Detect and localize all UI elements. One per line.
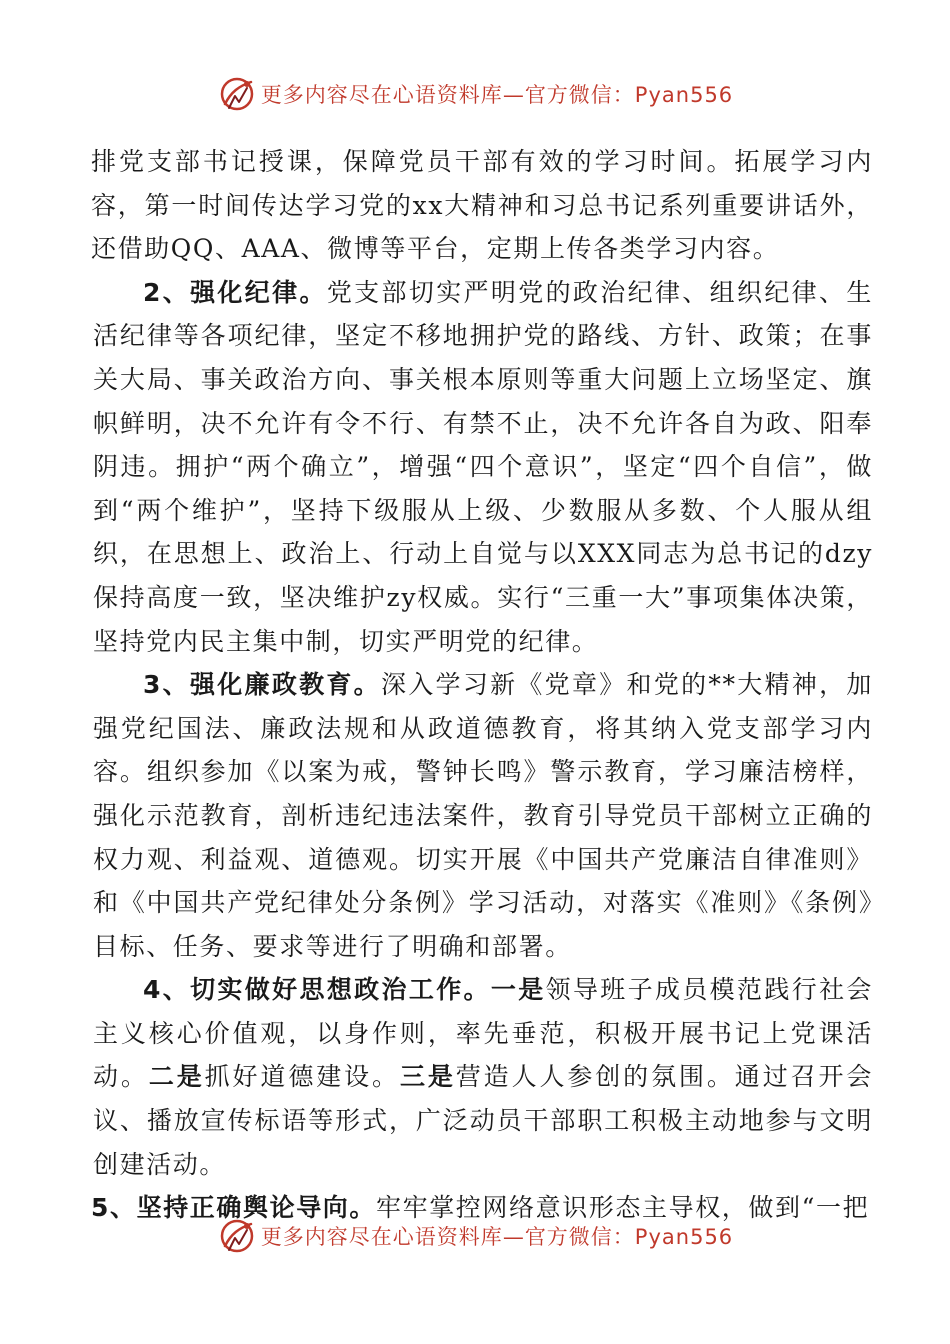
paragraph-continuation: 排党支部书记授课，保障党员干部有效的学习时间。拓展学习内容，第一时间传达学习党的xx大精神和习总书记系列重要讲话外，还借助QQ、AAA、微博等平台，定期上传各类学习内容。 bbox=[91, 147, 873, 264]
lead-term: 一是 bbox=[490, 975, 546, 1005]
section-heading: 3、强化廉政教育。 bbox=[143, 670, 381, 700]
header-banner bbox=[0, 70, 950, 118]
xinyu-logo-icon bbox=[217, 1216, 257, 1256]
paragraph-integrity-education: 3、强化廉政教育。深入学习新《党章》和党的**大精神，加强党纪国法、廉政法规和从政道德教育，将其纳入党支部学习内容。组织参加《以案为戒，警钟长鸣》警示教育，学习廉洁榜样，强化示范教育，剖析违纪违法案件，教育引导党员干部树立正确的权力观、利益观、道德观。切实开展《中国共产党廉洁自律准则》和《中国共产党纪律处分条例》学习活动，对落实《准则》《条例》目标、任务、要求等进行了明确和部署。 bbox=[93, 670, 874, 961]
paragraph-discipline: 2、强化纪律。党支部切实严明党的政治纪律、组织纪律、生活纪律等各项纪律，坚定不移地拥护党的路线、方针、政策；在事关大局、事关政治方向、事关根本原则等重大问题上立场坚定、旗帜鲜明，决不允许有令不行、有禁不止，决不允许各自为政、阳奉阴违。拥护“两个确立”，增强“四个意识”，坚定“四个自信”，做到“两个维护”，坚持下级服从上级、少数服从多数、个人服从组织，在思想上、政治上、行动上自觉与以XXX同志为总书记的dzy保持高度一致，坚决维护zy权威。实行“三重一大”事项集体决策，坚持党内民主集中制，切实严明党的纪律。 bbox=[93, 277, 873, 656]
section-heading: 4、切实做好思想政治工作。 bbox=[143, 975, 491, 1005]
document-body bbox=[93, 140, 873, 1230]
paragraph-public-opinion: 5、坚持正确舆论导向。牢牢掌控网络意识形态主导权，做到“一把 bbox=[91, 1193, 870, 1223]
footer-slogan: 更多内容尽在心语资料库—官方微信：Pyan556 bbox=[260, 1225, 734, 1249]
footer-banner bbox=[0, 1212, 950, 1260]
paragraph-ideological-work: 4、切实做好思想政治工作。一是领导班子成员模范践行社会主义核心价值观，以身作则，率先垂范，积极开展书记上党课活动。二是抓好道德建设。三是营造人人参创的氛围。通过召开会议、播放宣传标语等形式，广泛动员干部职工积极主动地参与文明创建活动。 bbox=[93, 975, 874, 1179]
lead-term: 二是 bbox=[148, 1062, 205, 1092]
header-slogan: 更多内容尽在心语资料库—官方微信：Pyan556 bbox=[260, 83, 734, 107]
xinyu-logo-icon bbox=[217, 74, 257, 114]
lead-term: 三是 bbox=[399, 1062, 456, 1092]
footer-wechat: 官方微信：Pyan556 bbox=[524, 1225, 734, 1249]
header-wechat: 官方微信：Pyan556 bbox=[524, 83, 734, 107]
section-heading: 2、强化纪律。 bbox=[143, 277, 327, 307]
section-heading: 5、坚持正确舆论导向。 bbox=[91, 1193, 376, 1223]
